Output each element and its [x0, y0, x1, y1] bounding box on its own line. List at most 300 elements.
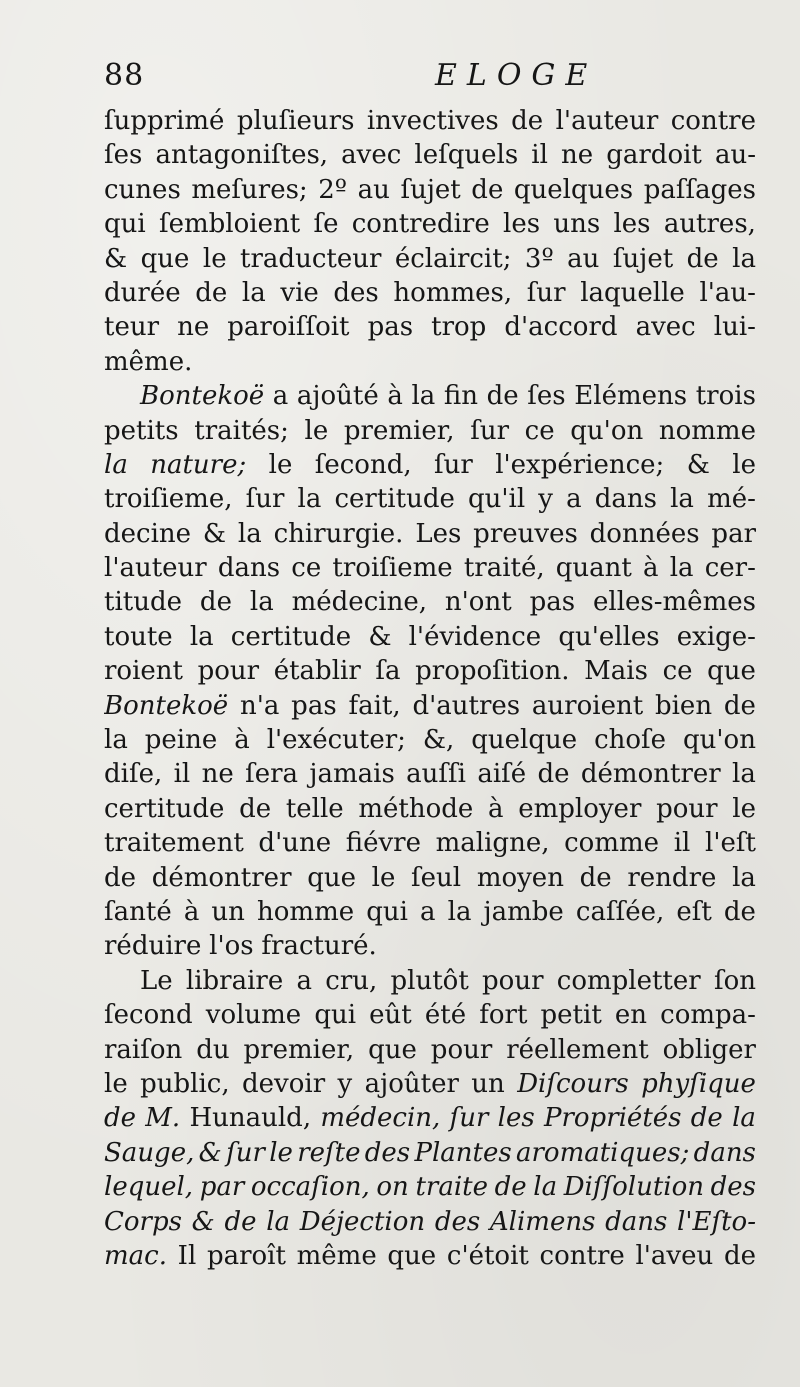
word: la [241, 277, 266, 308]
word: avec [635, 312, 696, 343]
word: homme [257, 896, 355, 927]
word: pas [291, 690, 337, 721]
word: l'aveu [635, 1240, 714, 1271]
word: ſur [226, 1137, 265, 1168]
word: traducteur [240, 243, 382, 274]
text-line [104, 863, 756, 897]
word: ſupprimé [104, 106, 225, 136]
word: dans [605, 1206, 668, 1237]
word: de [537, 759, 570, 790]
word: bien [654, 690, 713, 721]
word: au [357, 174, 390, 205]
word: moyen [476, 862, 564, 893]
word: la [249, 587, 274, 618]
text-line [104, 484, 756, 518]
word: ſur [470, 415, 510, 446]
word: ſes [527, 381, 566, 412]
word: lequel, [104, 1172, 194, 1203]
word: le [104, 1068, 128, 1099]
word: de [195, 277, 228, 308]
word: decine [104, 518, 192, 549]
word: la [104, 449, 128, 480]
text-line [104, 691, 756, 725]
word: qu'il [467, 484, 526, 515]
word: chirurgie. [273, 518, 404, 549]
word: que [307, 862, 356, 893]
word: ajoûté [296, 381, 379, 412]
word: l'au- [699, 277, 756, 308]
word: trois [695, 381, 756, 412]
word: l'auteur [104, 553, 207, 584]
word: à [488, 793, 504, 824]
word: Corps [104, 1206, 182, 1237]
word: quant [555, 553, 632, 584]
word: vie [280, 277, 319, 308]
word: médecine, [291, 587, 427, 618]
word: Les [415, 518, 462, 549]
word: quelques [513, 174, 634, 205]
word: pour [656, 793, 718, 824]
word: telle [285, 793, 344, 824]
text-line [104, 450, 756, 484]
text-line [104, 794, 756, 828]
word: pluſieurs [236, 106, 355, 136]
word: que [387, 1240, 437, 1271]
word: qui [314, 1000, 357, 1031]
word: & [191, 1206, 215, 1237]
word: & [104, 243, 128, 274]
word: l'exécuter; [266, 725, 406, 756]
word: le [268, 449, 293, 480]
word: réduire [104, 931, 202, 962]
word: &, [422, 725, 455, 756]
word: ce [662, 656, 693, 687]
word: il [173, 759, 191, 790]
word: fiévre [345, 828, 421, 859]
word: ne [201, 759, 234, 790]
word: hommes, [393, 277, 513, 308]
word: rendre [627, 862, 717, 893]
word: paroît [206, 1240, 286, 1271]
word: mé- [707, 484, 756, 515]
word: de [199, 587, 232, 618]
word: devoir [242, 1068, 326, 1099]
word: invectives [366, 106, 499, 136]
text-line [104, 244, 756, 278]
word: nomme [658, 415, 756, 446]
word: & [686, 449, 710, 480]
word: petits [104, 415, 179, 446]
text-line [104, 931, 756, 965]
word: Propriétés [543, 1103, 682, 1134]
word: autres, [663, 209, 756, 240]
word: eût [369, 1000, 412, 1031]
word: completter [556, 965, 701, 996]
word: dans [693, 1137, 756, 1168]
word: certitude [104, 793, 225, 824]
word: l'expérience; [495, 449, 665, 480]
word: ſur [245, 484, 285, 515]
word: qu'on [683, 725, 756, 756]
word: à [643, 553, 659, 584]
word: contre [670, 106, 756, 136]
word: ſera [245, 759, 299, 790]
word: leſquels [414, 140, 519, 171]
word: établir [273, 656, 361, 687]
word: compa- [660, 1000, 756, 1031]
word: premier, [343, 415, 455, 446]
word: démontrer [151, 862, 292, 893]
word: c'étoit [446, 1240, 529, 1271]
word: reſte [297, 1137, 361, 1168]
word: la [732, 243, 756, 274]
word: d'autres [412, 690, 521, 721]
word: de [471, 174, 504, 205]
word: occaſion, [250, 1172, 370, 1203]
word: que [707, 656, 756, 687]
word: de [104, 1103, 137, 1134]
word: l'évidence [408, 621, 542, 652]
word: la [732, 759, 756, 790]
word: par [711, 518, 756, 549]
word: de [579, 862, 612, 893]
word: de [690, 1103, 723, 1134]
text-line [104, 725, 756, 759]
word: qui [366, 896, 408, 927]
word: les [613, 209, 651, 240]
word: démontrer [580, 759, 721, 790]
word: les [497, 1103, 535, 1134]
word: fait, [348, 690, 401, 721]
word: les [503, 209, 541, 240]
word: toute [104, 621, 173, 652]
word: la [533, 1172, 558, 1203]
word: cru, [325, 965, 378, 996]
word: que [368, 1034, 417, 1065]
word: Diſſolution [563, 1172, 704, 1203]
word: éclaircit; [394, 243, 512, 274]
text-line [104, 1241, 756, 1275]
text-line [104, 416, 756, 450]
word: troiſieme [332, 553, 453, 584]
word: l'auteur [555, 106, 659, 136]
word: Bontekoë [104, 690, 229, 721]
word: 3º [524, 243, 554, 274]
word: le [202, 243, 227, 274]
word: de [723, 1240, 756, 1271]
text-line [104, 966, 756, 1000]
word: médecin, [320, 1103, 441, 1134]
word: le [269, 1137, 293, 1168]
word: la [732, 1103, 756, 1134]
text-line [104, 347, 756, 381]
word: l'eſt [705, 828, 756, 859]
running-head: ELOGE [435, 58, 598, 93]
word: elles-mêmes [593, 587, 756, 618]
word: un [211, 896, 245, 927]
word: pour [482, 965, 544, 996]
text-line [104, 1172, 756, 1206]
word: de [224, 1206, 257, 1237]
word: l'os [209, 931, 254, 962]
text-line [104, 1035, 756, 1069]
text-line [104, 656, 756, 690]
word: que [140, 243, 190, 274]
word: ſujet [612, 243, 674, 274]
word: par [199, 1172, 245, 1203]
word: ne [177, 312, 210, 343]
word: certitude [334, 484, 455, 515]
word: auroient [531, 690, 644, 721]
word: M. [145, 1103, 181, 1134]
word: gardoit [606, 140, 702, 171]
word: traitement [104, 828, 244, 859]
word: plutôt [390, 965, 469, 996]
text-line [104, 1138, 756, 1172]
word: ſur [434, 449, 473, 480]
word: pour [430, 1034, 493, 1065]
word: n'ont [444, 587, 512, 618]
word: premier, [243, 1034, 355, 1065]
text-line [104, 828, 756, 862]
text-line [104, 209, 756, 243]
word: la [266, 1206, 291, 1237]
word: jamais [309, 759, 395, 790]
word: obliger [662, 1034, 756, 1065]
text-line [104, 897, 756, 931]
word: ſeul [411, 862, 462, 893]
word: a [420, 896, 436, 927]
text-line [104, 759, 756, 793]
word: comme [564, 828, 660, 859]
word: même. [104, 346, 193, 377]
word: teur [104, 312, 160, 343]
word: choſe [594, 725, 667, 756]
word: de [723, 896, 756, 927]
text-line [104, 1103, 756, 1137]
text-line [104, 312, 756, 346]
word: en [614, 1000, 648, 1031]
word: ce [524, 415, 555, 446]
word: Déjection [299, 1206, 426, 1237]
word: ſecond, [314, 449, 412, 480]
word: libraire [185, 965, 284, 996]
word: traite [415, 1172, 488, 1203]
word: la [447, 896, 472, 927]
word: ſecond [104, 1000, 193, 1031]
word: un [471, 1068, 505, 1099]
word: meſures; [191, 174, 308, 205]
word: qu'elles [558, 621, 660, 652]
word: mac. [104, 1240, 167, 1271]
text-line [104, 519, 756, 553]
word: dans [217, 553, 281, 584]
word: 2º [318, 174, 348, 205]
word: aromatiques; [515, 1137, 690, 1168]
word: même [296, 1240, 377, 1271]
word: laquelle [580, 277, 685, 308]
word: Il [177, 1240, 197, 1271]
word: ſembloient [159, 209, 301, 240]
word: a [296, 965, 313, 996]
word: exige- [676, 621, 756, 652]
word: la [732, 862, 756, 893]
word: de [239, 793, 272, 824]
word: ne [561, 140, 594, 171]
word: au- [714, 140, 756, 171]
word: des [333, 277, 379, 308]
word: trop [431, 312, 487, 343]
word: maligne, [435, 828, 550, 859]
word: Plantes [414, 1137, 512, 1168]
word: peine [144, 725, 218, 756]
word: raiſon [104, 1034, 183, 1065]
word: & [368, 621, 392, 652]
word: fort [479, 1000, 528, 1031]
word: on [376, 1172, 409, 1203]
text-line [104, 1207, 756, 1241]
word: le [371, 862, 396, 893]
word: Hunauld, [189, 1103, 312, 1134]
word: a [566, 484, 582, 515]
word: paſſages [643, 174, 756, 205]
word: contredire [351, 209, 490, 240]
word: dans [594, 484, 657, 515]
text-line [104, 278, 756, 312]
word: Mais [584, 656, 648, 687]
word: aiſé [477, 759, 527, 790]
word: & [202, 518, 227, 549]
word: jambe [483, 896, 564, 927]
word: méthode [358, 793, 474, 824]
word: ſon [713, 965, 756, 996]
word: réellement [506, 1034, 649, 1065]
word: au [567, 243, 600, 274]
word: des [434, 1206, 481, 1237]
word: à [387, 381, 403, 412]
word: contre [539, 1240, 625, 1271]
word: paroiſſoit [227, 312, 350, 343]
word: l'Eſto- [677, 1206, 756, 1237]
word: n'a [239, 690, 280, 721]
word: fracturé. [261, 931, 377, 962]
word: ſujet [400, 174, 461, 205]
word: roient [104, 656, 183, 687]
word: employer [518, 793, 642, 824]
word: antagoniſtes, [155, 140, 329, 171]
word: la [411, 381, 436, 412]
word: ce [291, 553, 322, 584]
text-line [104, 381, 756, 415]
word: la [104, 725, 128, 756]
word: le [732, 793, 756, 824]
word: Le [140, 965, 173, 996]
word: fin [443, 381, 479, 412]
page-number: 88 [104, 58, 145, 93]
word: le [304, 415, 329, 446]
word: lui- [713, 312, 756, 343]
word: ſe [313, 209, 339, 240]
word: certitude [230, 621, 352, 652]
word: de [486, 381, 519, 412]
text-line [104, 1069, 756, 1103]
word: y [337, 1068, 353, 1099]
word: ſes [104, 140, 143, 171]
word: il [531, 140, 548, 171]
word: d'accord [504, 312, 618, 343]
word: cunes [104, 174, 181, 205]
word: la [670, 484, 694, 515]
word: traités; [194, 415, 289, 446]
word: Elémens [574, 381, 688, 412]
text-line [104, 553, 756, 587]
word: de [686, 243, 719, 274]
word: traité, [463, 553, 545, 584]
word: eſt [676, 896, 712, 927]
word: la [297, 484, 322, 515]
word: titude [104, 587, 182, 618]
word: Alimens [489, 1206, 596, 1237]
text-line [104, 622, 756, 656]
word: nature; [150, 449, 247, 480]
word: a [272, 381, 289, 412]
word: des [364, 1137, 411, 1168]
word: durée [104, 277, 181, 308]
word: la [189, 621, 214, 652]
word: pas [529, 587, 576, 618]
word: de [511, 106, 544, 136]
text-line [104, 106, 756, 140]
word: ſa [375, 656, 401, 687]
text-line [104, 175, 756, 209]
word: troiſieme, [104, 484, 233, 515]
word: caſſée, [575, 896, 665, 927]
word: de [723, 690, 756, 721]
word: Sauge, [104, 1137, 195, 1168]
word: données [589, 518, 700, 549]
body-text [104, 106, 756, 1275]
word: & [198, 1137, 222, 1168]
word: pas [367, 312, 414, 343]
word: la [669, 553, 694, 584]
word: des [710, 1172, 756, 1203]
word: Bontekoë [140, 381, 265, 412]
word: qui [104, 209, 146, 240]
word: phyſique [641, 1068, 756, 1099]
word: de [494, 1172, 527, 1203]
word: auſſi [406, 759, 466, 790]
word: pour [197, 656, 260, 687]
text-line [104, 140, 756, 174]
word: d'une [258, 828, 332, 859]
word: volume [205, 1000, 302, 1031]
word: uns [553, 209, 601, 240]
word: Diſcours [517, 1068, 629, 1099]
text-line [104, 587, 756, 621]
word: ſanté [104, 896, 172, 927]
word: y [538, 484, 553, 515]
word: le [732, 449, 756, 480]
word: qu'on [570, 415, 644, 446]
word: du [196, 1034, 230, 1065]
word: public, [140, 1068, 230, 1099]
word: quelque [471, 725, 578, 756]
word: à [234, 725, 250, 756]
word: de [104, 862, 137, 893]
word: la [237, 518, 262, 549]
word: été [424, 1000, 467, 1031]
word: ſur [526, 277, 566, 308]
